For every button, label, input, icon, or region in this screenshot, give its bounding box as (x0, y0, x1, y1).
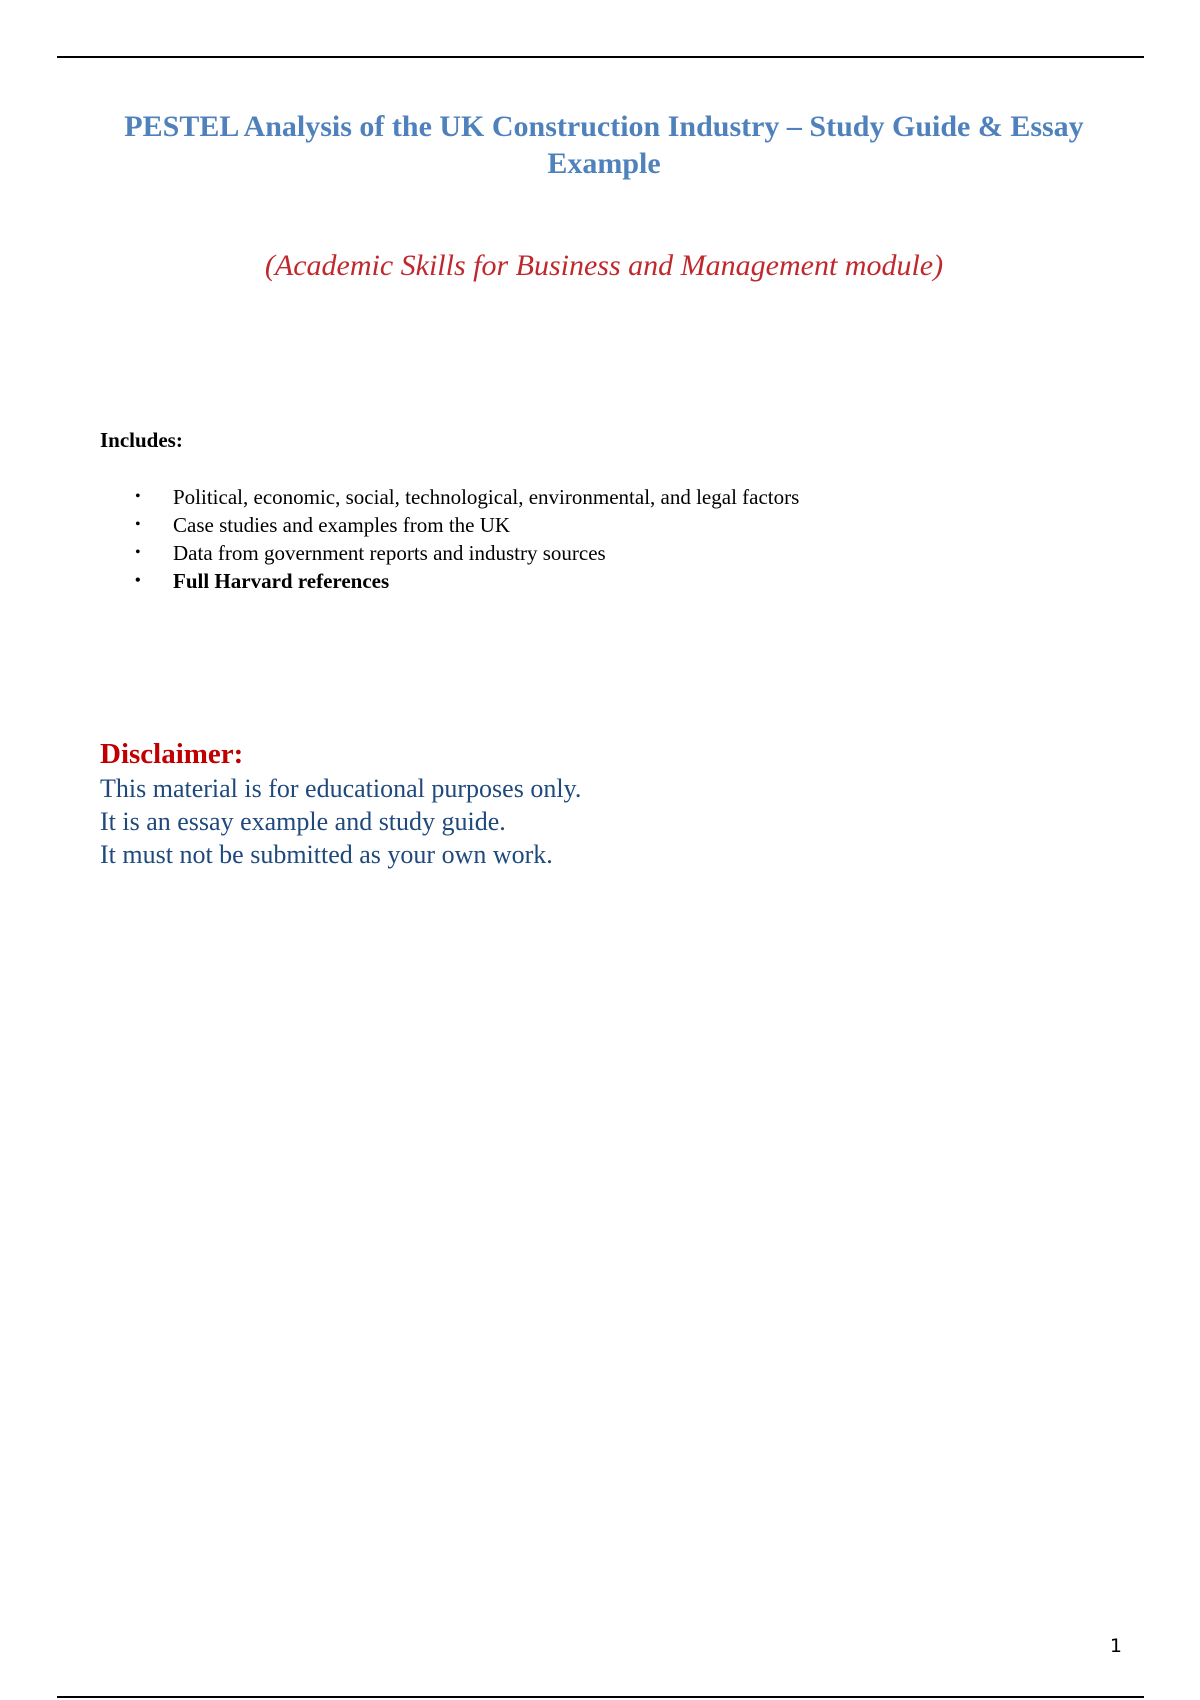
includes-heading: Includes: (100, 428, 183, 452)
disclaimer-line: It must not be submitted as your own work. (100, 840, 553, 869)
bullet-icon: • (135, 544, 141, 561)
list-item-text: Data from government reports and industry sources (173, 541, 606, 565)
list-item (100, 539, 799, 567)
page-number: 1 (1109, 1635, 1122, 1657)
disclaimer-heading: Disclaimer: (100, 738, 244, 770)
list-item (100, 511, 799, 539)
includes-list (100, 483, 799, 595)
bullet-icon: • (135, 488, 141, 505)
list-item-text: Political, economic, social, technological, environmental, and legal factors (173, 485, 800, 509)
list-item-text: Case studies and examples from the UK (173, 513, 511, 537)
list-item (100, 567, 799, 595)
bullet-icon: • (135, 572, 141, 589)
bullet-icon: • (135, 516, 141, 533)
list-item-text: Full Harvard references (173, 569, 390, 593)
list-item (100, 483, 799, 511)
footer-rule (57, 1696, 1144, 1698)
document-subtitle: (Academic Skills for Business and Management module) (264, 249, 944, 282)
disclaimer-line: This material is for educational purposes only. (100, 774, 582, 803)
disclaimer-line: It is an essay example and study guide. (100, 807, 506, 836)
disclaimer-text (100, 772, 581, 871)
document-title: PESTEL Analysis of the UK Construction Industry – Study Guide & Essay Example (124, 110, 1084, 180)
header-rule (57, 56, 1144, 58)
